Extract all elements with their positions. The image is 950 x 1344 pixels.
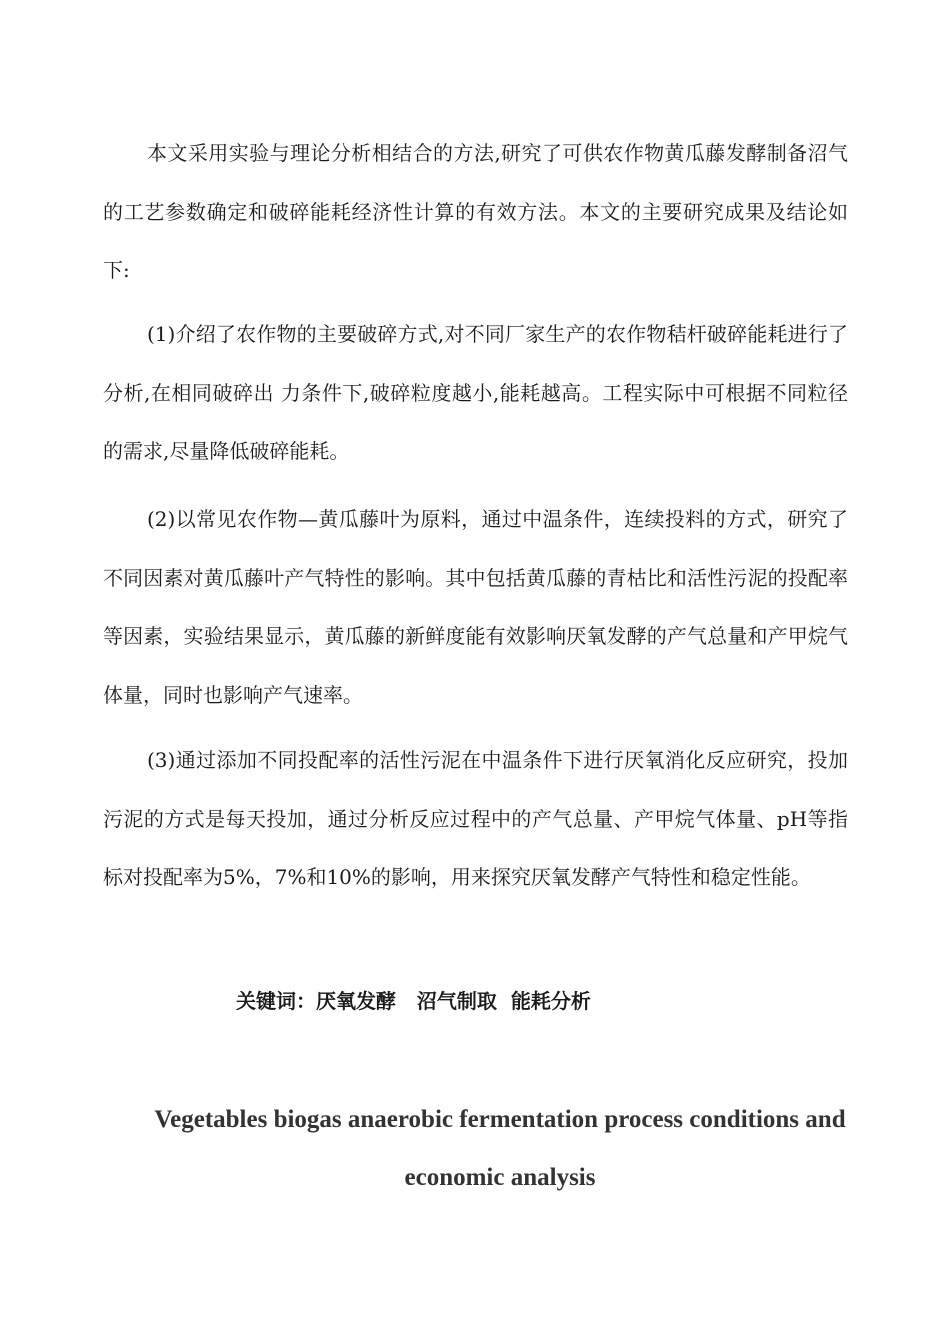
- conclusion-point-1: (1)介绍了农作物的主要破碎方式,对不同厂家生产的农作物秸杆破碎能耗进行了分析,在相同破碎出 力条件下,破碎粒度越小,能耗越高。工程实际中可根据不同粒径的需求,尽量降低破碎能耗。: [103, 322, 848, 463]
- abstract-intro-paragraph: 本文采用实验与理论分析相结合的方法,研究了可供农作物黄瓜藤发酵制备沼气的工艺参数确定和破碎能耗经济性计算的有效方法。本文的主要研究成果及结论如下:: [103, 141, 848, 282]
- conclusion-point-3: (3)通过添加不同投配率的活性污泥在中温条件下进行厌氧消化反应研究，投加污泥的方式是每天投加，通过分析反应过程中的产气总量、产甲烷气体量、pH等指标对投配率为5%，7%和10%的影响，用来探究厌氧发酵产气特性和稳定性能。: [103, 748, 848, 889]
- conclusion-point-2: (2)以常见农作物—黄瓜藤叶为原料，通过中温条件，连续投料的方式，研究了不同因素对黄瓜藤叶产气特性的影响。其中包括黄瓜藤的青枯比和活性污泥的投配率等因素，实验结果显示，黄瓜藤的新鲜度能有效影响厌氧发酵的产气总量和产甲烷气体量，同时也影响产气速率。: [103, 507, 848, 707]
- keywords-line: 关键词：厌氧发酵 沼气制取 能耗分析: [236, 989, 591, 1013]
- english-title: Vegetables biogas anaerobic fermentation process conditions and economic analysis: [154, 1106, 846, 1191]
